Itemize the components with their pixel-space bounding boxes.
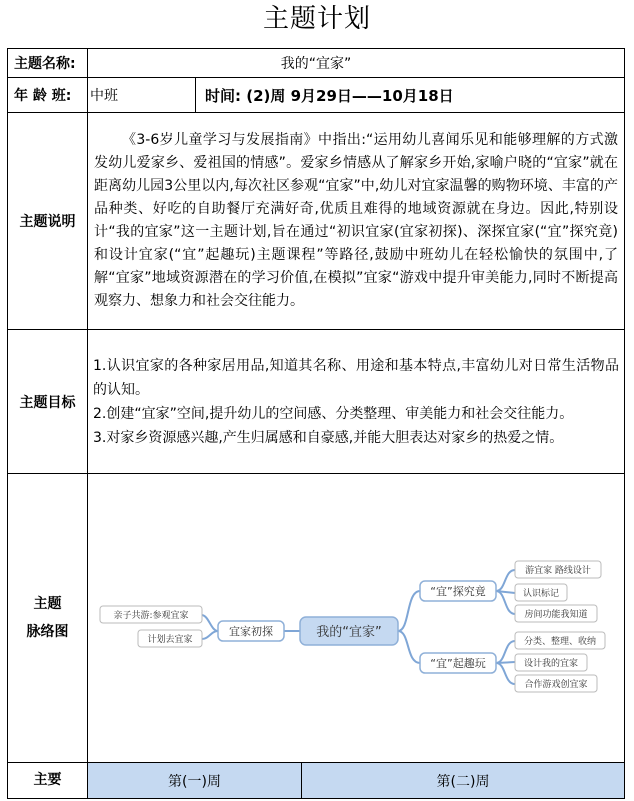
document-title: 主题计划	[262, 4, 371, 34]
week-1-header: 第(一)周	[88, 763, 302, 799]
theme-plan-table	[7, 48, 625, 799]
leaf-left-1	[100, 606, 202, 623]
goal-item: 2.创建“宜家”空间,提升幼儿的空间感、分类整理、审美能力和社会交往能力。	[93, 405, 574, 422]
leaf-text: 亲子共游:参观宜家	[113, 611, 189, 621]
row-theme-name	[8, 49, 625, 78]
branch-right-bottom-text: “宜”起趣玩	[430, 657, 486, 670]
time-label: 时间:	[205, 86, 241, 105]
week-2-header: 第(二)周	[302, 763, 625, 799]
row-description	[8, 113, 625, 330]
leaf-right-bottom-3	[515, 675, 597, 692]
leaf-right-top-1	[515, 561, 601, 578]
connector-bottom-leaf-3	[496, 663, 515, 684]
branch-node-right-bottom	[420, 653, 496, 673]
center-node-text: 我的“宜家”	[316, 625, 382, 640]
mindmap-label	[8, 474, 88, 763]
connector-center-bottom	[398, 631, 420, 663]
branch-left-text: 宜家初探	[229, 625, 273, 638]
row-main	[8, 763, 625, 799]
age-class-value: 中班	[88, 78, 196, 113]
branch-node-left	[218, 621, 284, 641]
leaf-right-top-2	[515, 584, 567, 601]
time-value: (2)周 9月29日——10月18日	[246, 86, 454, 105]
branch-node-right-top	[420, 581, 496, 601]
goals-list	[88, 330, 625, 474]
goal-item: 3.对家乡资源感兴趣,产生归属感和自豪感,并能大胆表达对家乡的热爱之情。	[93, 429, 564, 446]
leaf-text: 合作游戏创宜家	[524, 680, 588, 690]
leaf-right-bottom-1	[515, 632, 605, 649]
connector-top-leaf-1	[496, 570, 515, 591]
connector-top-leaf-3	[496, 591, 515, 614]
connector-bottom-leaf-1	[496, 641, 515, 663]
time-cell	[196, 78, 625, 113]
description-label: 主题说明	[8, 113, 88, 330]
leaf-left-2	[138, 630, 202, 647]
center-node	[300, 617, 398, 645]
mindmap-diagram	[88, 474, 624, 758]
row-goals	[8, 330, 625, 474]
description-text: 《3-6岁儿童学习与发展指南》中指出:“运用幼儿喜闻乐见和能够理解的方式激发幼儿爱家乡、爱祖国的情感”。爱家乡情感从了解家乡开始,家喻户晓的“宜家”就在距离幼儿园3公里以内,每次社区参观“宜家”中,幼儿对宜家温馨的购物环境、丰富的产品种类、好吃的自助餐厅充满好奇,优质且难得的地域资源就在身边。因此,特别设计“我的宜家”这一主题计划,旨在通过“初识宜家(宜家初探)、深探宜家(“宜”探究竟)和设计宜家(“宜”起趣玩)主题课程”等路径,鼓励中班幼儿在轻松愉快的氛围中,了解“宜家”地域资源潜在的学习价值,在模拟”宜家“游戏中提升审美能力,同时不断提高观察力、想象力和社会交往能力。	[88, 113, 625, 330]
leaf-right-bottom-2	[515, 654, 587, 671]
row-age-time	[8, 78, 625, 113]
leaf-right-top-3	[515, 605, 597, 622]
goals-label: 主题目标	[8, 330, 88, 474]
connector-left-leaf-1	[202, 615, 218, 631]
connector-center-top	[398, 591, 420, 631]
leaf-text: 认识标记	[522, 589, 560, 599]
leaf-text: 游宜家 路线设计	[525, 566, 591, 576]
mindmap-label-line1: 主题	[33, 596, 62, 612]
connector-left-leaf-2	[202, 631, 218, 639]
theme-name-value: 我的“宜家”	[88, 49, 625, 78]
main-label: 主要	[8, 763, 88, 799]
branch-right-top-text: “宜”探究竟	[430, 585, 486, 598]
age-class-label: 年 龄 班:	[8, 78, 88, 113]
leaf-text: 计划去宜家	[147, 635, 193, 645]
leaf-text: 分类、整理、收纳	[523, 637, 597, 647]
goal-item: 1.认识宜家的各种家居用品,知道其名称、用途和基本特点,丰富幼儿对日常生活物品的认知。	[93, 357, 620, 398]
leaf-text: 设计我的宜家	[523, 659, 579, 669]
mindmap-cell	[88, 474, 625, 763]
mindmap-label-line2: 脉络图	[26, 624, 69, 640]
leaf-text: 房间功能我知道	[524, 610, 588, 620]
row-mindmap	[8, 474, 625, 763]
theme-name-label: 主题名称:	[8, 49, 88, 78]
